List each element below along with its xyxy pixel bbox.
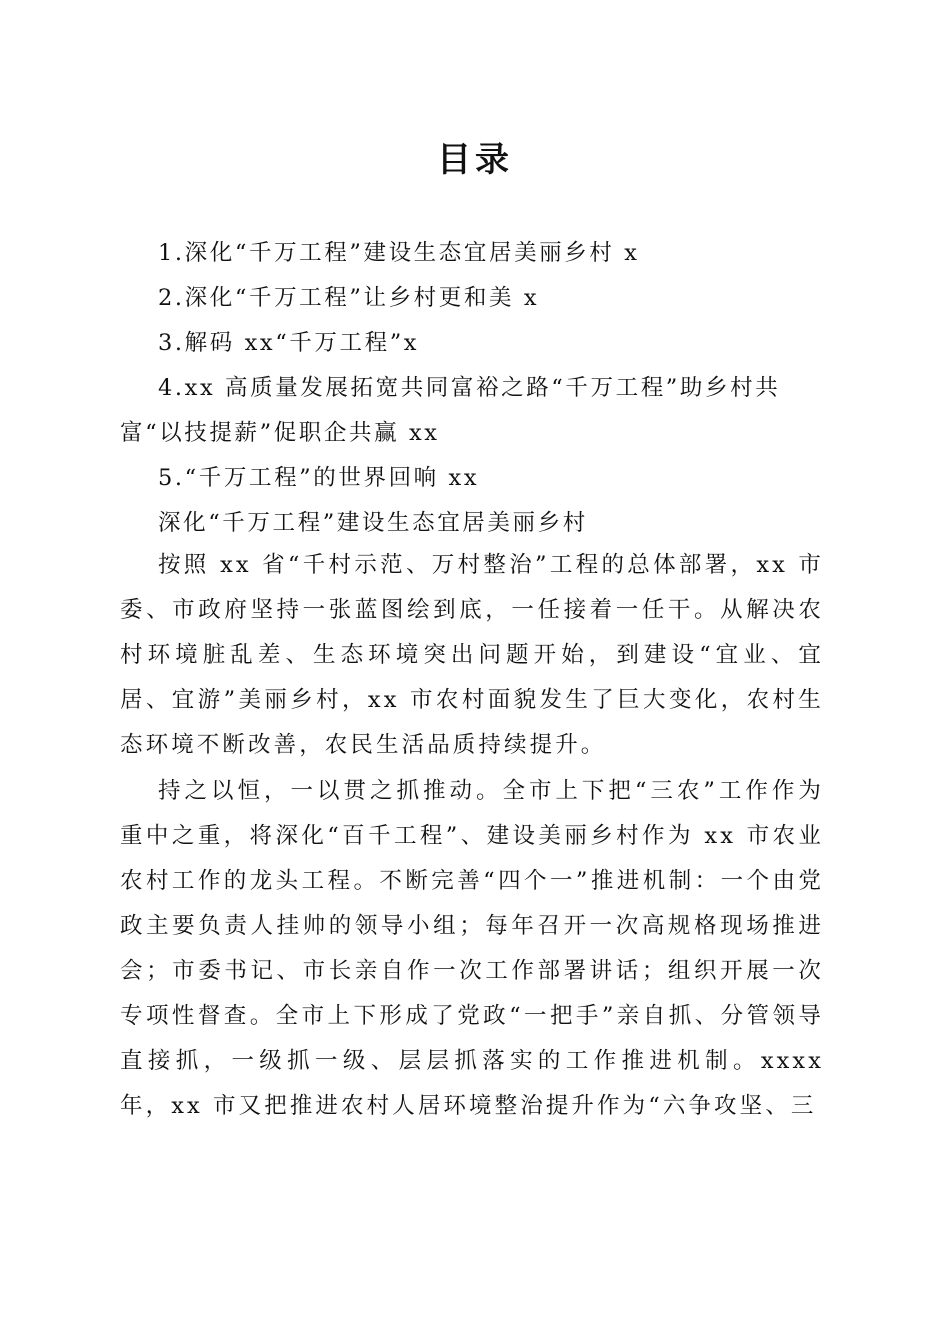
toc-item-2: 2.深化“千万工程”让乡村更和美 x xyxy=(158,285,540,311)
toc-item-4: 4.xx 高质量发展拓宽共同富裕之路“千万工程”助乡村共 xyxy=(158,375,781,401)
section-heading: 深化“千万工程”建设生态宜居美丽乡村 xyxy=(158,510,588,536)
toc-item-4-continued: 富“以技提薪”促职企共赢 xx xyxy=(120,420,440,446)
toc-item-1: 1.深化“千万工程”建设生态宜居美丽乡村 x xyxy=(158,240,640,266)
toc-item-5: 5.“千万工程”的世界回响 xx xyxy=(158,465,480,491)
body-paragraph-1: 按照 xx 省“千村示范、万村整治”工程的总体部署，xx 市委、市政府坚持一张蓝图绘到底，一任接着一任干。从解决农村环境脏乱差、生态环境突出问题开始，到建设“宜业、宜居、宜游”美丽乡村，xx 市农村面貌发生了巨大变化，农村生态环境不断改善，农民生活品质持续提升。 xyxy=(120,552,824,758)
body-paragraph-2: 持之以恒，一以贯之抓推动。全市上下把“三农”工作作为重中之重，将深化“百千工程”、建设美丽乡村作为 xx 市农业农村工作的龙头工程。不断完善“四个一”推进机制：一个由党政主要负责人挂帅的领导小组；每年召开一次高规格现场推进会；市委书记、市长亲自作一次工作部署讲话；组织开展一次专项性督查。全市上下形成了党政“一把手”亲自抓、分管领导直接抓，一级抓一级、层层抓落实的工作推进机制。xxxx 年，xx 市又把推进农村人居环境整治提升作为“六争攻坚、三 xyxy=(120,778,824,1119)
document-title: 目录 xyxy=(437,140,513,180)
toc-item-3: 3.解码 xx“千万工程”x xyxy=(158,330,420,356)
